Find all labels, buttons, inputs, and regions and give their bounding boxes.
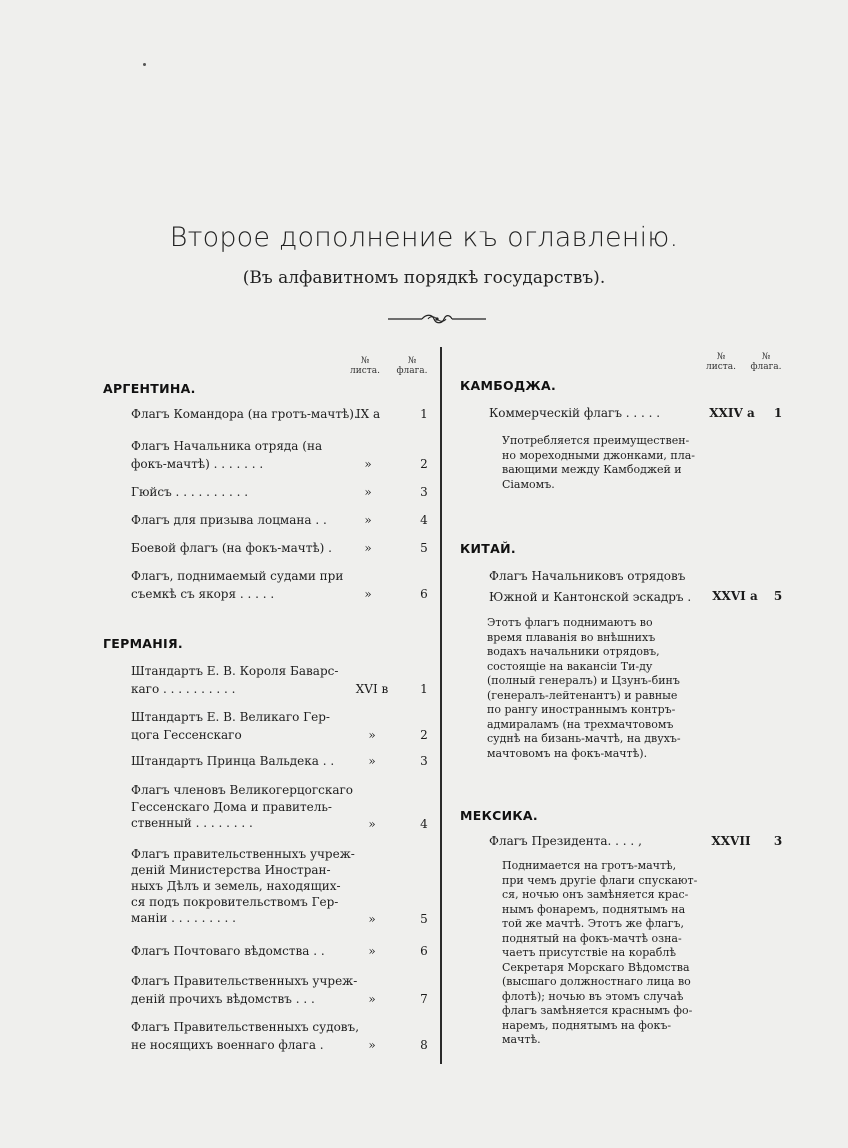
sheet-label: листа. [350, 366, 380, 376]
china-note-line: по рангу иностраннымъ контръ- [487, 703, 676, 716]
germany-entry-line: Флагъ Правительственныхъ учреж- [131, 974, 358, 988]
cambodia-note-line: но мореходными джонками, пла- [502, 448, 696, 462]
germany-entry-text [131, 942, 325, 960]
argentina-entry-flag: 6 [420, 587, 428, 601]
argentina-entry [131, 511, 343, 529]
flag-number-header [394, 356, 430, 376]
argentina-entry [131, 483, 343, 501]
germany-entry-sheet: XVI в [355, 682, 389, 696]
argentina-entry-flag: 1 [420, 407, 428, 421]
china-note-line: (генералъ-лейтенантъ) и равные [487, 688, 678, 702]
mexico-note-line: мачтѣ. [502, 1033, 541, 1046]
germany-entry-line: маніи . . . . . . . . . [131, 911, 236, 925]
germany-entry-line: Флагъ Правительственныхъ судовъ, [131, 1020, 360, 1034]
argentina-entry-line: Флагъ, поднимаемый судами при [131, 569, 344, 583]
cambodia-note [502, 434, 695, 492]
china-note-line: мачтовомъ на фокъ-мачтѣ). [487, 746, 648, 760]
germany-entry-line: каго . . . . . . . . . . [131, 682, 236, 696]
mexico-note-line: нымъ фонаремъ, поднятымъ на [502, 902, 686, 916]
argentina-entry-flag: 2 [420, 457, 428, 471]
mexico-note-line: флотѣ); ночью въ этомъ случаѣ [502, 989, 684, 1003]
germany-entry-line: деній Министерства Иностран- [131, 863, 331, 877]
mexico-note [502, 859, 697, 1048]
china-note-line: Этотъ флагъ поднимаютъ во [487, 616, 653, 629]
mexico-note-line: поднятый на фокъ-мачтѣ озна- [502, 931, 682, 945]
germany-entry-text [131, 708, 330, 744]
germany-entry-text [131, 782, 353, 832]
section-germany: ГЕРМАНІЯ. [103, 636, 183, 651]
page-subtitle: (Въ алфавитномъ порядкѣ государствъ). [242, 268, 606, 288]
germany-entry-flag: 5 [420, 912, 428, 926]
mexico-entry-text [489, 832, 642, 850]
argentina-entry-line: фокъ-мачтѣ) . . . . . . . [131, 457, 264, 471]
germany-entry-text [131, 662, 338, 698]
argentina-entry-text [131, 483, 248, 501]
china-note-line: суднѣ на бизань-мачтѣ, на двухъ- [487, 732, 681, 745]
germany-entry-line: ственный . . . . . . . . [131, 816, 253, 830]
germany-entry-text [131, 1018, 359, 1054]
mexico-note-line: Секретаря Морскаго Вѣдомства [502, 960, 690, 974]
mexico-entry-flag: 3 [773, 834, 783, 848]
germany-entry-sheet: » [368, 728, 376, 742]
germany-entry [131, 752, 343, 770]
sheet-number-header-right [703, 352, 739, 372]
cambodia-note-line: Употребляется преимуществен- [502, 434, 690, 447]
germany-entry-flag: 6 [420, 944, 428, 958]
cambodia-note-line: Сіамомъ. [502, 477, 555, 491]
argentina-entry-line: Флагъ Командора (на гротъ-мачтѣ). [131, 407, 358, 421]
mexico-note-line: флагъ замѣняется краснымъ фо- [502, 1004, 693, 1017]
germany-entry-line: Флагъ Почтоваго вѣдомства . . [131, 944, 325, 958]
argentina-entry-sheet: » [364, 587, 372, 601]
cambodia-note-line: вающими между Камбоджей и [502, 463, 682, 476]
mexico-note-line: при чемъ другіе флаги спускают- [502, 873, 698, 887]
flag-label: флага. [396, 366, 428, 376]
flag-label-right: флага. [750, 362, 782, 372]
germany-entry-sheet: » [368, 944, 376, 958]
section-cambodia: КАМБОДЖА. [460, 378, 557, 393]
argentina-entry-sheet: » [364, 485, 372, 499]
sheet-no-symbol: № [360, 356, 370, 366]
ink-speck [143, 63, 146, 66]
argentina-entry-line: Гюйсъ . . . . . . . . . . [131, 485, 249, 499]
germany-entry-line: деній прочихъ вѣдомствъ . . . [131, 992, 315, 1006]
germany-entry-line: ныхъ Дѣлъ и земель, находящих- [131, 879, 341, 893]
argentina-entry-line: съемкѣ съ якоря . . . . . [131, 587, 275, 601]
mexico-note-line: ся, ночью онъ замѣняется крас- [502, 888, 689, 901]
mexico-entry-sheet: XXVII [711, 834, 751, 848]
argentina-entry-line: Флагъ Начальника отряда (на [131, 439, 323, 453]
china-entry-flag: 5 [773, 589, 783, 603]
argentina-entry-text [131, 567, 343, 603]
germany-entry-text [131, 846, 355, 926]
argentina-entry [131, 405, 358, 423]
germany-entry-flag: 1 [420, 682, 428, 696]
germany-entry [131, 846, 355, 926]
china-note [487, 616, 681, 761]
cambodia-entry [489, 404, 699, 422]
germany-entry-flag: 2 [420, 728, 428, 742]
cambodia-entry-sheet: XXIV a [709, 406, 755, 420]
cambodia-entry-line: Коммерческій флагъ . . . . . [489, 406, 661, 420]
mexico-note-line: наремъ, поднятымъ на фокъ- [502, 1018, 672, 1032]
argentina-entry-text [131, 511, 327, 529]
argentina-entry-line: Боевой флагъ (на фокъ-мачтѣ) . [131, 541, 332, 555]
sheet-number-header [347, 356, 383, 376]
germany-entry [131, 662, 343, 698]
germany-entry-line: Штандартъ Е. В. Великаго Гер- [131, 710, 330, 724]
germany-entry [131, 1018, 360, 1054]
china-entry-line: Флагъ Начальниковъ отрядовъ [489, 569, 686, 583]
germany-entry-flag: 3 [420, 754, 428, 768]
germany-entry-line: ся подъ покровительствомъ Гер- [131, 895, 339, 909]
germany-entry-sheet: » [368, 992, 376, 1006]
germany-entry-flag: 4 [420, 817, 428, 831]
argentina-entry-text [131, 405, 358, 423]
sheet-no-symbol-right: № [716, 352, 726, 362]
mexico-note-line: Поднимается на гротъ-мачтѣ, [502, 859, 677, 872]
argentina-entry [131, 437, 343, 473]
germany-entry-flag: 8 [420, 1038, 428, 1052]
germany-entry-line: Флагъ правительственныхъ учреж- [131, 847, 355, 861]
china-note-line: (полный генералъ) и Цзунъ-бинъ [487, 674, 680, 687]
china-note-line: водахъ начальники отрядовъ, [487, 645, 660, 658]
germany-entry [131, 708, 343, 744]
germany-entry-sheet: » [368, 754, 376, 768]
china-entry-text [489, 566, 691, 608]
germany-entry [131, 972, 358, 1008]
argentina-entry [131, 539, 343, 557]
argentina-entry-sheet: » [364, 457, 372, 471]
germany-entry-text [131, 752, 334, 770]
mexico-note-line: той же мачтѣ. Этотъ же флагъ, [502, 917, 685, 930]
germany-entry-line: Штандартъ Принца Вальдека . . [131, 754, 335, 768]
mexico-note-line: (высшаго должностнаго лица во [502, 975, 691, 988]
germany-entry-sheet: » [368, 817, 376, 831]
germany-entry-line: Флагъ членовъ Великогерцогскаго [131, 783, 354, 797]
section-argentina: АРГЕНТИНА. [103, 381, 196, 396]
mexico-entry [489, 832, 699, 850]
germany-entry [131, 782, 354, 832]
germany-entry-flag: 7 [420, 992, 428, 1006]
china-note-line: адмираламъ (на трехмачтовомъ [487, 717, 674, 731]
cambodia-entry-flag: 1 [773, 406, 783, 420]
sheet-label-right: листа. [706, 362, 736, 372]
argentina-entry-text [131, 437, 322, 473]
section-mexico: МЕКСИКА. [460, 808, 538, 823]
germany-entry-text [131, 972, 357, 1008]
flag-number-header-right [748, 352, 784, 372]
mexico-entry-line: Флагъ Президента. . . . , [489, 834, 642, 848]
mexico-note-line: чаетъ присутствіе на кораблѣ [502, 946, 677, 959]
germany-entry-line: цога Гессенскаго [131, 728, 242, 742]
germany-entry-line: не носящихъ военнаго флага . [131, 1038, 324, 1052]
germany-entry-sheet: » [368, 1038, 376, 1052]
flag-no-symbol-right: № [761, 352, 771, 362]
section-china: КИТАЙ. [460, 541, 516, 556]
flag-no-symbol: № [407, 356, 417, 366]
cambodia-entry-text [489, 404, 660, 422]
argentina-entry-line: Флагъ для призыва лоцмана . . [131, 513, 327, 527]
argentina-entry-text [131, 539, 332, 557]
page-title: Второе дополнение къ оглавленію. [169, 222, 679, 253]
argentina-entry [131, 567, 343, 603]
ornament-divider-icon [386, 312, 488, 326]
germany-entry-sheet: » [368, 912, 376, 926]
china-note-line: время плаванія во внѣшнихъ [487, 630, 656, 644]
argentina-entry-flag: 4 [420, 513, 428, 527]
argentina-entry-sheet: » [364, 513, 372, 527]
argentina-entry-flag: 5 [420, 541, 428, 555]
china-note-line: состоящіе на вакансіи Ти-ду [487, 659, 653, 673]
china-entry [489, 566, 699, 608]
argentina-entry-flag: 3 [420, 485, 428, 499]
china-entry-line: Южной и Кантонской эскадръ . [489, 590, 692, 604]
china-entry-sheet: XXVI a [712, 589, 758, 603]
germany-entry [131, 942, 343, 960]
germany-entry-line: Гессенскаго Дома и правитель- [131, 799, 332, 814]
argentina-entry-sheet: » [364, 541, 372, 555]
column-divider [440, 347, 442, 1064]
germany-entry-line: Штандартъ Е. В. Короля Баварс- [131, 664, 339, 678]
argentina-entry-sheet: IX a [355, 407, 381, 421]
